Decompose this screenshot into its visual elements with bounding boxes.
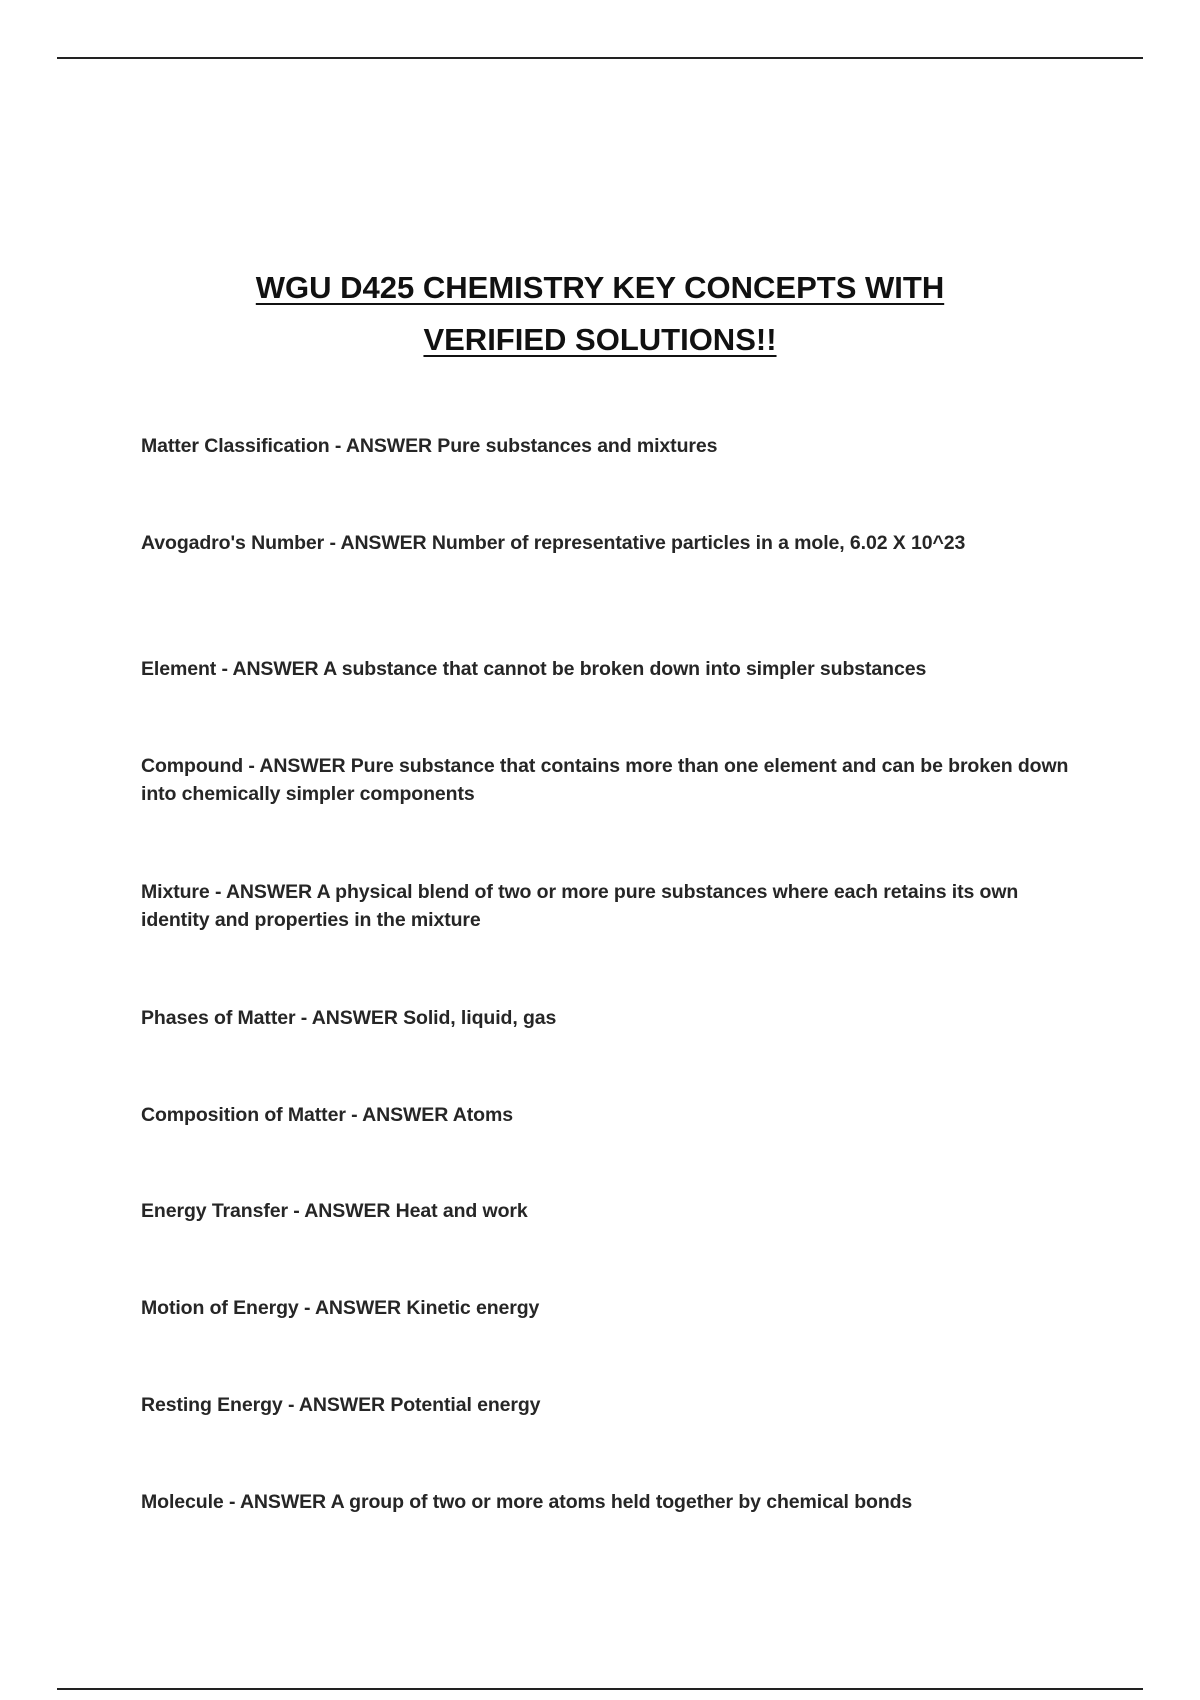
footer-rule — [57, 1688, 1143, 1690]
qa-entry: Resting Energy - ANSWER Potential energy — [141, 1394, 541, 1416]
qa-entry: Composition of Matter - ANSWER Atoms — [141, 1104, 513, 1126]
document-title — [100, 262, 1100, 366]
title-line-1: WGU D425 CHEMISTRY KEY CONCEPTS WITH — [255, 270, 945, 305]
qa-entry: Phases of Matter - ANSWER Solid, liquid, gas — [141, 1007, 557, 1029]
qa-entry: Mixture - ANSWER A physical blend of two or more pure substances where each retains its own identity and properties in the mixture — [141, 881, 1019, 931]
qa-entry: Motion of Energy - ANSWER Kinetic energy — [141, 1297, 540, 1319]
title-line-2: VERIFIED SOLUTIONS!! — [423, 322, 777, 357]
qa-entry: Matter Classification - ANSWER Pure substances and mixtures — [141, 435, 718, 457]
qa-entry: Element - ANSWER A substance that cannot be broken down into simpler substances — [141, 658, 927, 680]
qa-entry: Avogadro's Number - ANSWER Number of representative particles in a mole, 6.02 X 10^23 — [141, 532, 966, 554]
qa-entry: Molecule - ANSWER A group of two or more atoms held together by chemical bonds — [141, 1491, 913, 1513]
qa-entry: Compound - ANSWER Pure substance that contains more than one element and can be broken down into chemically simpler components — [141, 755, 1069, 805]
qa-entry: Energy Transfer - ANSWER Heat and work — [141, 1200, 528, 1222]
header-rule — [57, 57, 1143, 59]
